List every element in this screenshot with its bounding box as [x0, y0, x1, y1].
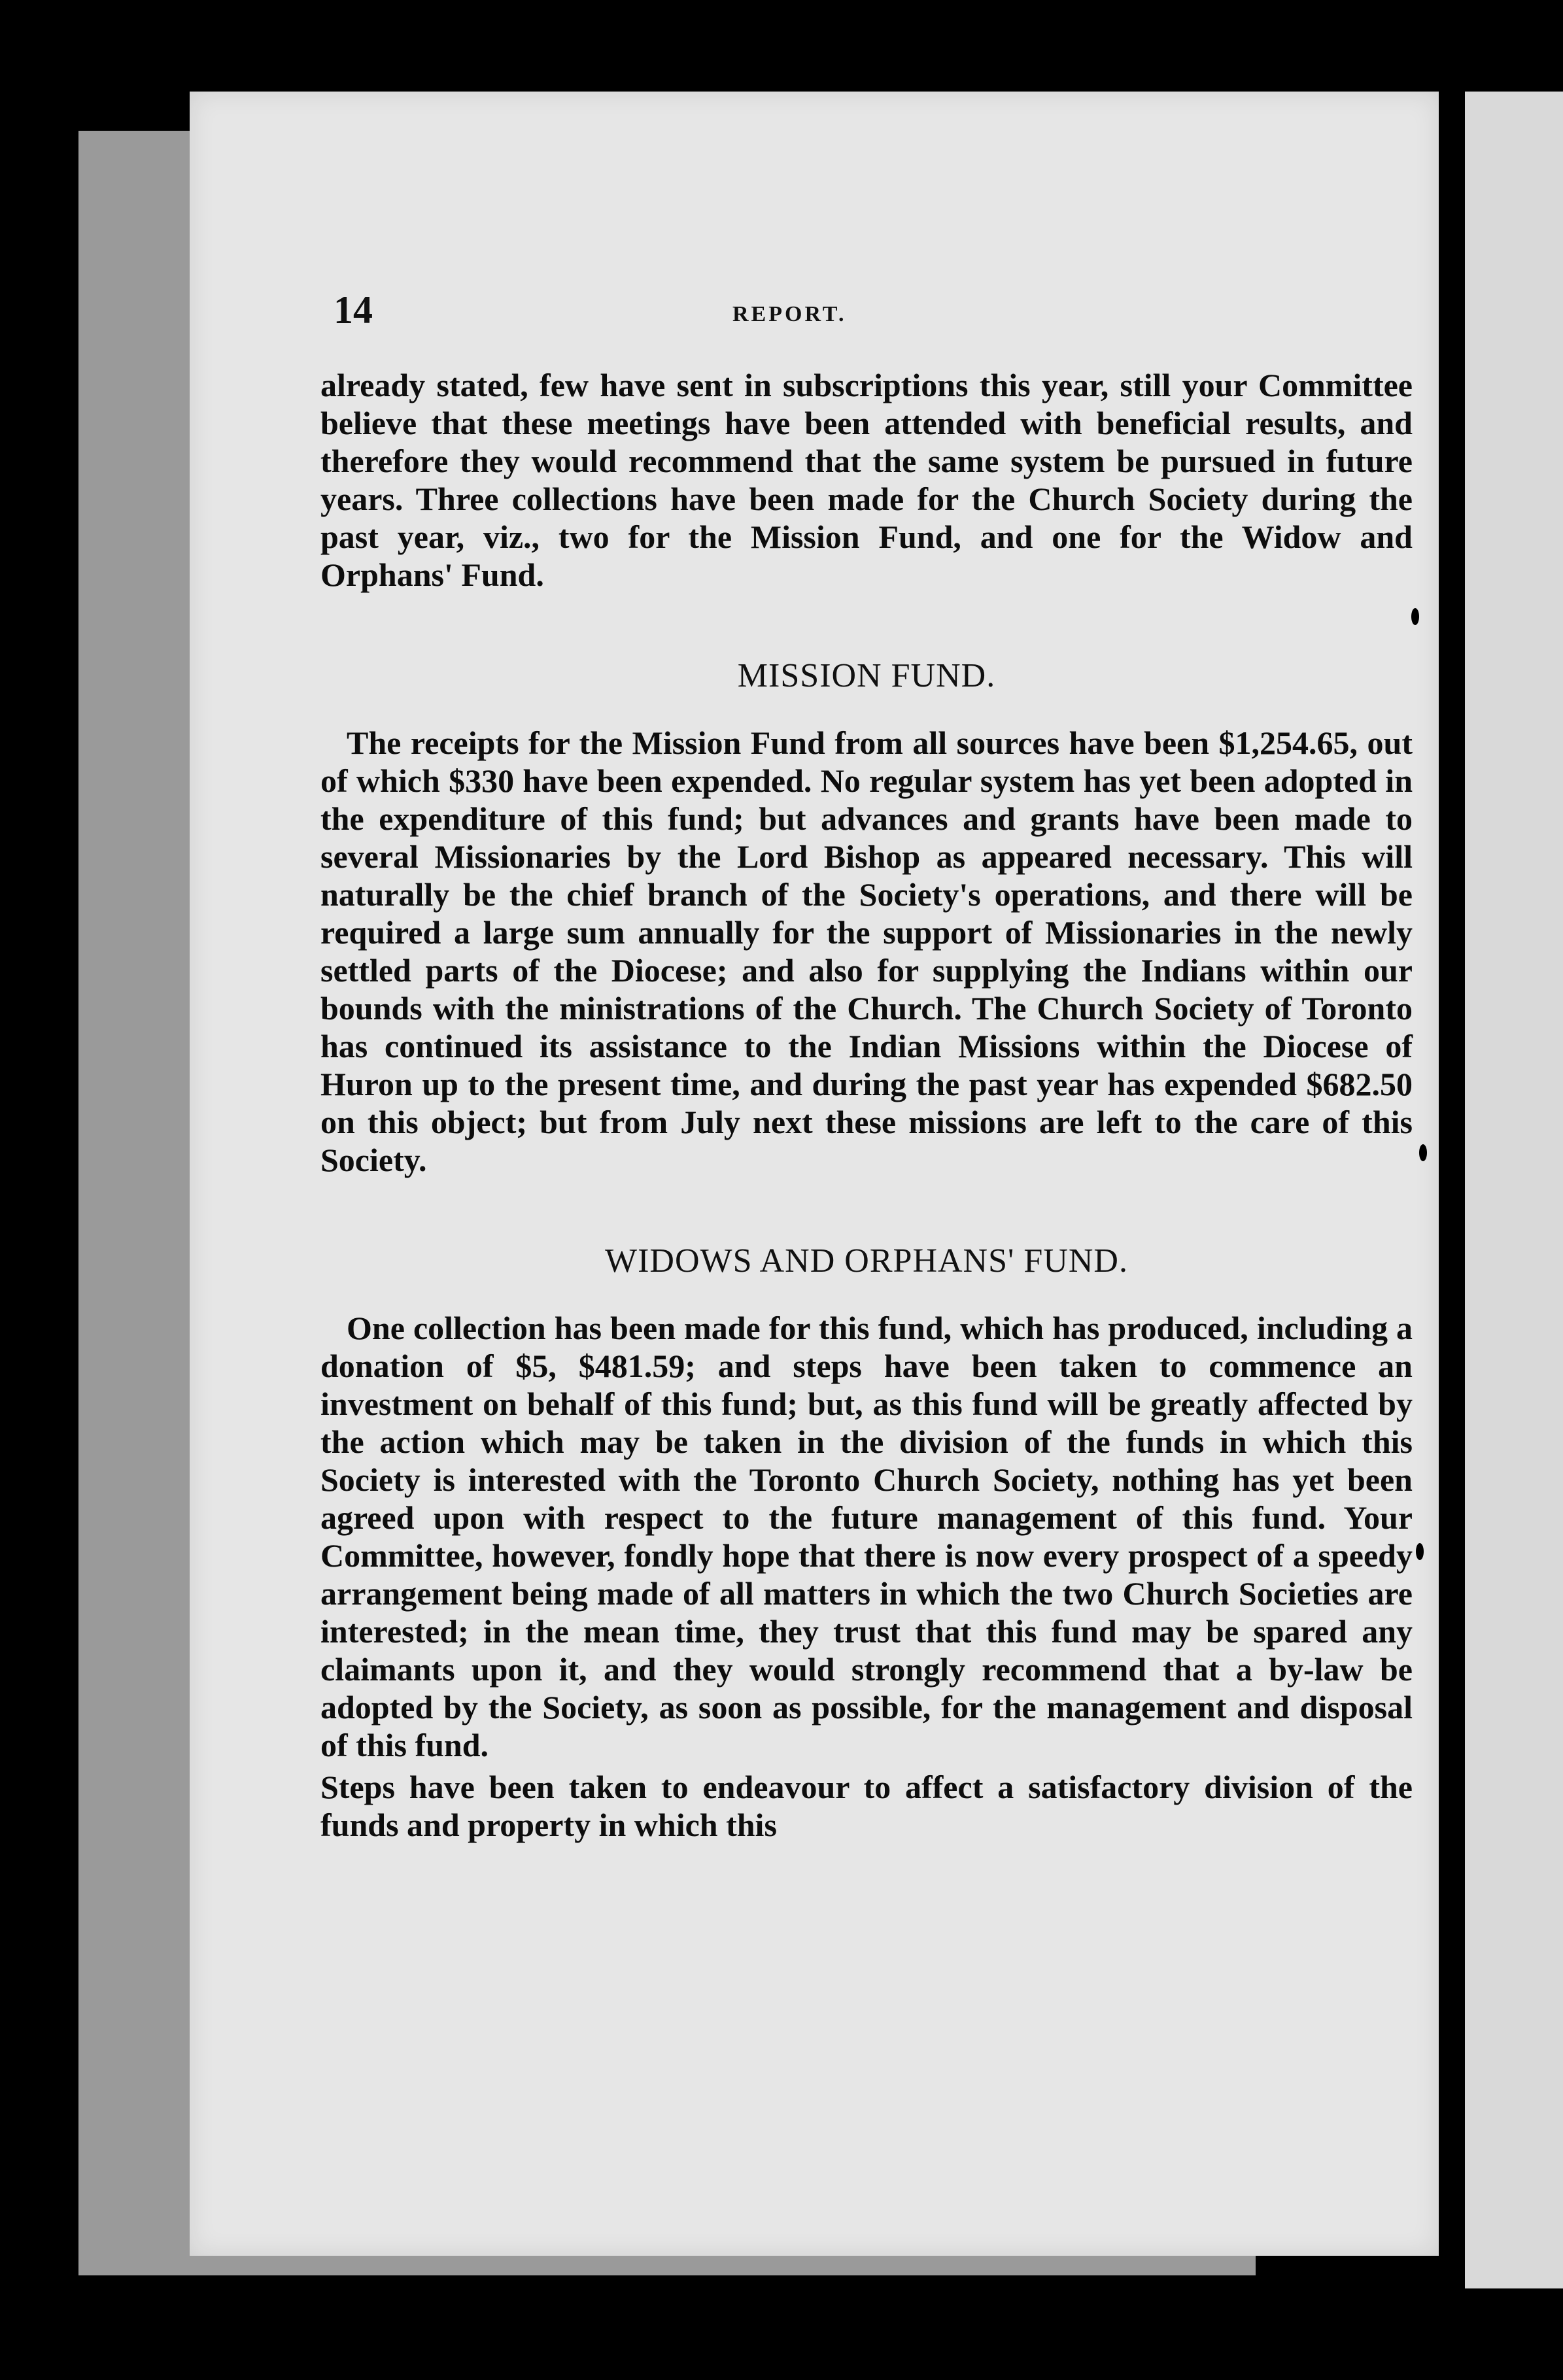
running-head: REPORT.	[732, 302, 847, 326]
adjacent-page	[1465, 92, 1563, 2288]
margin-mark	[1411, 608, 1419, 625]
margin-mark	[1419, 1144, 1427, 1161]
body-text	[320, 366, 1413, 1844]
scanned-page	[190, 92, 1439, 2256]
margin-mark	[1416, 1543, 1424, 1560]
page-header	[334, 288, 1406, 340]
heading-widows-orphans-fund: WIDOWS AND ORPHANS' FUND.	[605, 1242, 1128, 1280]
paragraph-opening: already stated, few have sent in subscriptions this year, still your Committee believe that these meetings have been attended with beneficial results, and therefore they would recommend that the same system be pursued in future years. Three collections have been made for the Church Society during the past year, viz., two for the Mission Fund, and one for the Widow and Orphans' Fund.	[320, 367, 1413, 593]
heading-mission-fund: MISSION FUND.	[737, 657, 996, 694]
paragraph-steps: Steps have been taken to endeavour to affect a satisfactory division of the funds and property in which this	[320, 1769, 1413, 1843]
page-number: 14	[334, 288, 373, 332]
paragraph-widows-orphans-fund: One collection has been made for this fund, which has produced, including a donation of $5, $481.59; and steps have been taken to commence an investment on behalf of this fund; but, as this fund will be greatly affected by the action which may be taken in the division of the funds in which this Society is interested with the Toronto Church Society, nothing has yet been agreed upon with respect to the future management of this fund. Your Committee, however, fondly hope that there is now every prospect of a speedy arrangement being made of all matters in which the two Church Societies are interested; in the mean time, they trust that this fund may be spared any claimants upon it, and they would strongly recommend that a by-law be adopted by the Society, as soon as possible, for the management and disposal of this fund.	[320, 1310, 1413, 1763]
paragraph-mission-fund: The receipts for the Mission Fund from all sources have been $1,254.65, out of which $330 have been expended. No regular system has yet been adopted in the expenditure of this fund; but advances and grants have been made to several Missionaries by the Lord Bishop as appeared necessary. This will naturally be the chief branch of the Society's operations, and there will be required a large sum annually for the support of Missionaries in the newly settled parts of the Diocese; and also for supplying the Indians within our bounds with the ministrations of the Church. The Church Society of Toronto has continued its assistance to the Indian Missions within the Diocese of Huron up to the present time, and during the past year has expended $682.50 on this object; but from July next these missions are left to the care of this Society.	[320, 724, 1413, 1178]
